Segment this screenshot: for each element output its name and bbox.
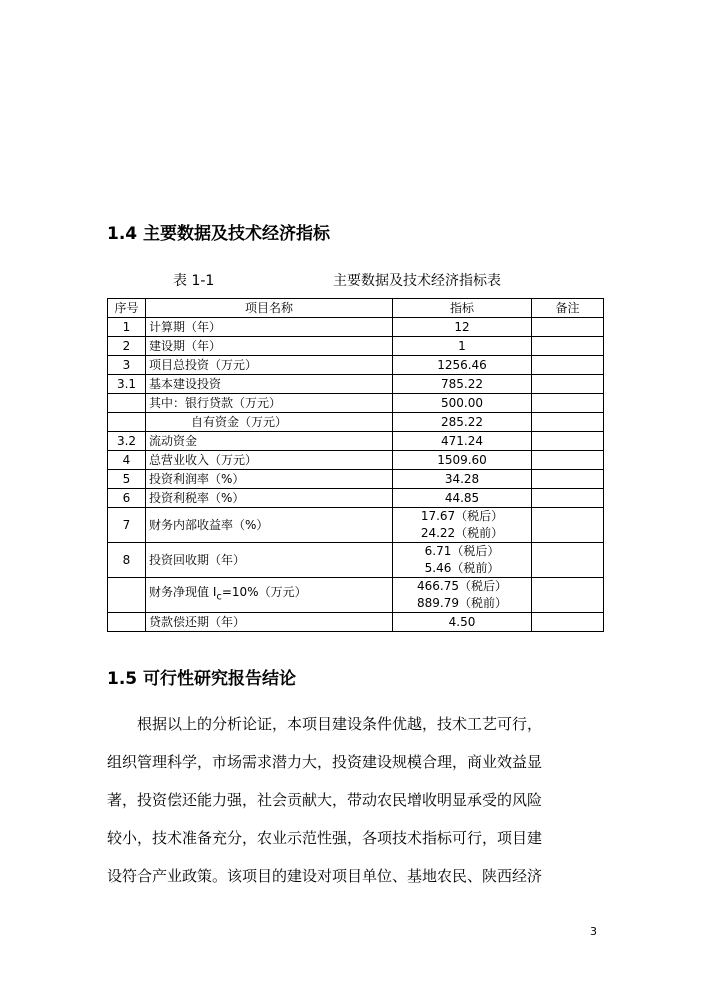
paragraph-line: 组织管理科学，市场需求潜力大，投资建设规模合理，商业效益显 (107, 753, 543, 771)
row-remark (532, 578, 604, 613)
row-value (393, 508, 532, 543)
row-remark (532, 318, 604, 337)
row-name: 财务内部收益率（%） (146, 508, 393, 543)
paragraph-line: 著，投资偿还能力强，社会贡献大，带动农民增收明显承受的风险 (107, 791, 543, 809)
row-no (108, 413, 146, 432)
row-no: 3.1 (108, 375, 146, 394)
value-before-tax: 889.79（税前） (417, 596, 507, 610)
row-remark (532, 489, 604, 508)
row-no: 7 (108, 508, 146, 543)
npv-label-pre: 财务净现值 I (149, 585, 217, 600)
row-value: 785.22 (393, 375, 532, 394)
row-name: 总营业收入（万元） (146, 451, 393, 470)
row-remark (532, 451, 604, 470)
header-item-name: 项目名称 (146, 299, 393, 318)
header-no: 序号 (108, 299, 146, 318)
value-before-tax: 24.22（税前） (420, 526, 504, 540)
row-name: 投资利润率（%） (146, 470, 393, 489)
row-value: 12 (393, 318, 532, 337)
table-row (108, 451, 604, 470)
row-name: 自有资金（万元） (146, 413, 393, 432)
row-value: 500.00 (393, 394, 532, 413)
paragraph-line: 设符合产业政策。该项目的建设对项目单位、基地农民、陕西经济 (107, 867, 543, 885)
row-name: 基本建设投资 (146, 375, 393, 394)
table-row (108, 413, 604, 432)
table-header-row (108, 299, 604, 318)
row-name: 项目总投资（万元） (146, 356, 393, 375)
row-value: 1509.60 (393, 451, 532, 470)
npv-label-sub: c (216, 591, 222, 603)
row-name: 投资利税率（%） (146, 489, 393, 508)
conclusion-paragraph (107, 705, 597, 895)
row-remark (532, 356, 604, 375)
row-value: 4.50 (393, 613, 532, 632)
row-name (146, 578, 393, 613)
header-indicator: 指标 (393, 299, 532, 318)
row-remark (532, 432, 604, 451)
row-name: 建设期（年） (146, 337, 393, 356)
row-name: 贷款偿还期（年） (146, 613, 393, 632)
row-value: 471.24 (393, 432, 532, 451)
row-no: 6 (108, 489, 146, 508)
row-no (108, 394, 146, 413)
row-no: 3.2 (108, 432, 146, 451)
row-name: 其中：银行贷款（万元） (146, 394, 393, 413)
table-row (108, 613, 604, 632)
table-row (108, 318, 604, 337)
row-value (393, 578, 532, 613)
table-row (108, 470, 604, 489)
row-remark (532, 613, 604, 632)
paragraph-line: 根据以上的分析论证，本项目建设条件优越，技术工艺可行， (137, 715, 543, 733)
header-remarks: 备注 (532, 299, 604, 318)
row-no: 4 (108, 451, 146, 470)
table-row (108, 578, 604, 613)
row-remark (532, 470, 604, 489)
indicators-table (107, 298, 604, 632)
page-number: 3 (590, 925, 597, 938)
row-name: 投资回收期（年） (146, 543, 393, 578)
table-row (108, 337, 604, 356)
table-row (108, 543, 604, 578)
row-remark (532, 375, 604, 394)
section-heading-1-5: 1.5 可行性研究报告结论 (107, 669, 297, 689)
row-remark (532, 337, 604, 356)
paragraph-line: 较小，技术准备充分，农业示范性强，各项技术指标可行，项目建 (107, 829, 543, 847)
row-no: 5 (108, 470, 146, 489)
value-after-tax: 17.67（税后） (420, 509, 504, 523)
table-row (108, 375, 604, 394)
row-no: 8 (108, 543, 146, 578)
row-remark (532, 508, 604, 543)
row-no: 2 (108, 337, 146, 356)
row-name: 计算期（年） (146, 318, 393, 337)
value-after-tax: 6.71（税后） (424, 544, 500, 558)
table-row (108, 508, 604, 543)
row-value (393, 543, 532, 578)
row-value: 44.85 (393, 489, 532, 508)
row-remark (532, 413, 604, 432)
row-value: 285.22 (393, 413, 532, 432)
table-caption-title: 主要数据及技术经济指标表 (333, 273, 501, 289)
row-value: 34.28 (393, 470, 532, 489)
row-remark (532, 394, 604, 413)
value-after-tax: 466.75（税后） (417, 579, 507, 593)
npv-label-post: =10%（万元） (221, 585, 307, 600)
table-row (108, 489, 604, 508)
row-remark (532, 543, 604, 578)
row-value: 1256.46 (393, 356, 532, 375)
row-no (108, 578, 146, 613)
row-no: 3 (108, 356, 146, 375)
table-row (108, 432, 604, 451)
row-value: 1 (393, 337, 532, 356)
row-name: 流动资金 (146, 432, 393, 451)
section-heading-1-4: 1.4 主要数据及技术经济指标 (107, 224, 331, 244)
table-caption-number: 表 1-1 (173, 273, 215, 289)
value-before-tax: 5.46（税前） (424, 561, 500, 575)
row-no: 1 (108, 318, 146, 337)
table-row (108, 356, 604, 375)
table-row (108, 394, 604, 413)
row-no (108, 613, 146, 632)
